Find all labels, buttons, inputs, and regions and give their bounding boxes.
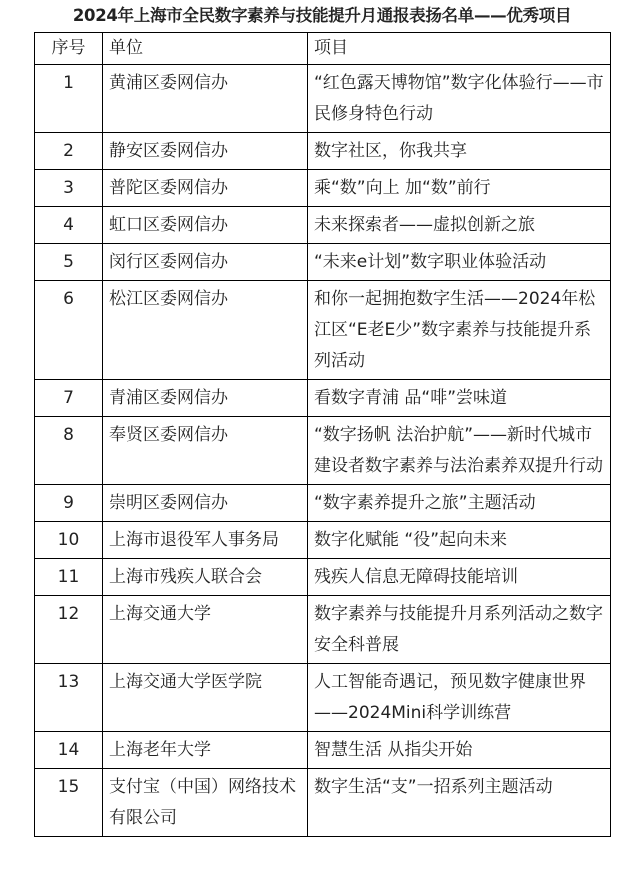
row-index: 5 xyxy=(35,244,103,281)
row-index: 1 xyxy=(35,65,103,133)
row-project: “红色露天博物馆”数字化体验行——市民修身特色行动 xyxy=(308,65,611,133)
row-project: “未来e计划”数字职业体验活动 xyxy=(308,244,611,281)
row-unit: 虹口区委网信办 xyxy=(103,207,308,244)
row-project: 人工智能奇遇记，预见数字健康世界——2024Mini科学训练营 xyxy=(308,664,611,732)
row-unit: 上海市退役军人事务局 xyxy=(103,522,308,559)
row-unit: 支付宝（中国）网络技术有限公司 xyxy=(103,769,308,837)
row-unit: 青浦区委网信办 xyxy=(103,380,308,417)
header-unit: 单位 xyxy=(103,33,308,65)
row-index: 11 xyxy=(35,559,103,596)
row-unit: 崇明区委网信办 xyxy=(103,485,308,522)
row-index: 7 xyxy=(35,380,103,417)
table-row xyxy=(35,596,611,664)
table-row xyxy=(35,244,611,281)
row-index: 2 xyxy=(35,133,103,170)
row-project: 残疾人信息无障碍技能培训 xyxy=(308,559,611,596)
header-project: 项目 xyxy=(308,33,611,65)
table-row xyxy=(35,485,611,522)
table-row xyxy=(35,522,611,559)
row-project: 智慧生活 从指尖开始 xyxy=(308,732,611,769)
row-index: 4 xyxy=(35,207,103,244)
document-title: 2024年上海市全民数字素养与技能提升月通报表扬名单——优秀项目 xyxy=(72,6,572,25)
row-index: 14 xyxy=(35,732,103,769)
row-unit: 松江区委网信办 xyxy=(103,281,308,380)
row-index: 12 xyxy=(35,596,103,664)
table-row xyxy=(35,133,611,170)
row-index: 15 xyxy=(35,769,103,837)
row-unit: 普陀区委网信办 xyxy=(103,170,308,207)
table-row xyxy=(35,664,611,732)
row-project: 未来探索者——虚拟创新之旅 xyxy=(308,207,611,244)
row-project: 数字素养与技能提升月系列活动之数字安全科普展 xyxy=(308,596,611,664)
row-unit: 上海交通大学 xyxy=(103,596,308,664)
row-unit: 上海市残疾人联合会 xyxy=(103,559,308,596)
table-header-row xyxy=(35,33,611,65)
row-index: 9 xyxy=(35,485,103,522)
row-project: 和你一起拥抱数字生活——2024年松江区“E老E少”数字素养与技能提升系列活动 xyxy=(308,281,611,380)
row-unit: 闵行区委网信办 xyxy=(103,244,308,281)
table-row xyxy=(35,281,611,380)
row-project: 数字生活“支”一招系列主题活动 xyxy=(308,769,611,837)
row-index: 13 xyxy=(35,664,103,732)
row-project: 数字社区，你我共享 xyxy=(308,133,611,170)
row-project: “数字扬帆 法治护航”——新时代城市建设者数字素养与法治素养双提升行动 xyxy=(308,417,611,485)
table-row xyxy=(35,170,611,207)
honor-list-table xyxy=(34,32,611,837)
header-index: 序号 xyxy=(35,33,103,65)
row-index: 8 xyxy=(35,417,103,485)
row-unit: 上海交通大学医学院 xyxy=(103,664,308,732)
row-unit: 奉贤区委网信办 xyxy=(103,417,308,485)
table-row xyxy=(35,559,611,596)
row-index: 3 xyxy=(35,170,103,207)
row-index: 10 xyxy=(35,522,103,559)
table-row xyxy=(35,380,611,417)
row-index: 6 xyxy=(35,281,103,380)
row-unit: 黄浦区委网信办 xyxy=(103,65,308,133)
table-row xyxy=(35,732,611,769)
row-project: 乘“数”向上 加“数”前行 xyxy=(308,170,611,207)
row-unit: 上海老年大学 xyxy=(103,732,308,769)
row-unit: 静安区委网信办 xyxy=(103,133,308,170)
table-row xyxy=(35,417,611,485)
table-row xyxy=(35,769,611,837)
row-project: 看数字青浦 品“啡”尝味道 xyxy=(308,380,611,417)
row-project: “数字素养提升之旅”主题活动 xyxy=(308,485,611,522)
table-row xyxy=(35,207,611,244)
row-project: 数字化赋能 “役”起向未来 xyxy=(308,522,611,559)
table-row xyxy=(35,65,611,133)
